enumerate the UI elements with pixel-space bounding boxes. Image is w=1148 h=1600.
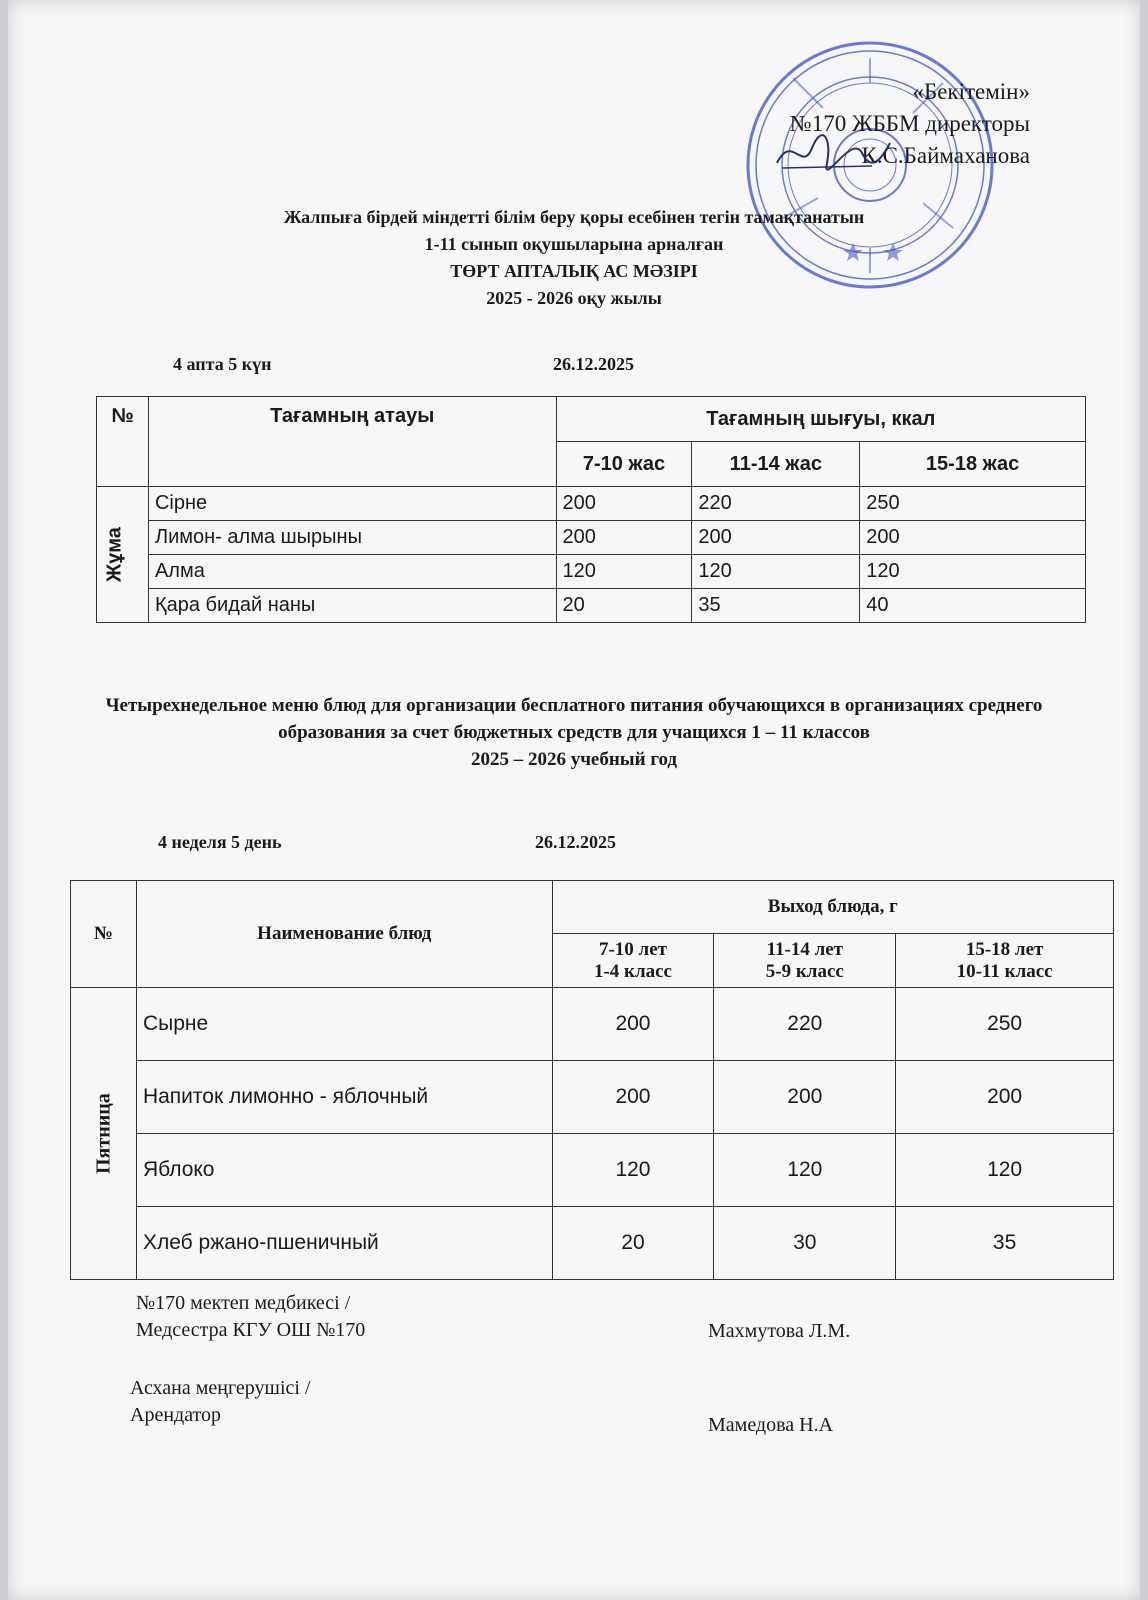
value-cell: 35 <box>896 1207 1114 1280</box>
ru-menu-table <box>70 880 1114 1280</box>
value-cell: 20 <box>556 589 692 623</box>
ru-class: 10-11 класс <box>956 960 1053 982</box>
ru-age: 7-10 лет <box>598 938 667 960</box>
ru-title <box>8 692 1140 773</box>
kz-col-name: Тағамның атауы <box>148 397 556 487</box>
table-row <box>71 1061 1114 1134</box>
value-cell: 30 <box>714 1207 896 1280</box>
dish-name: Напиток лимонно - яблочный <box>136 1061 552 1134</box>
kz-title <box>8 204 1140 312</box>
approval-position: №170 ЖББМ директоры <box>789 111 1030 136</box>
kz-date: 26.12.2025 <box>553 354 634 374</box>
kz-age-group: 11-14 жас <box>692 442 860 487</box>
nurse-role-line1: №170 мектеп медбикесі / <box>136 1292 351 1314</box>
value-cell: 120 <box>860 555 1086 589</box>
canteen-role <box>130 1375 311 1429</box>
ru-col-name: Наименование блюд <box>136 881 552 988</box>
kz-title-line2: 1-11 сынып оқушыларына арналған <box>424 234 724 254</box>
ru-week-day: 4 неделя 5 день <box>158 832 282 852</box>
value-cell: 40 <box>860 589 1086 623</box>
kz-menu-table <box>96 396 1086 623</box>
dish-name: Сірне <box>148 487 556 521</box>
value-cell: 120 <box>552 1134 714 1207</box>
kz-title-line1: Жалпыға бірдей міндетті білім беру қоры есебінен тегін тамақтанатын <box>283 207 865 227</box>
kz-age-group: 15-18 жас <box>860 442 1086 487</box>
ru-day-label: Пятница <box>71 988 137 1280</box>
dish-name: Қара бидай наны <box>148 589 556 623</box>
value-cell: 200 <box>552 988 714 1061</box>
ru-class: 1-4 класс <box>593 960 672 982</box>
value-cell: 200 <box>860 521 1086 555</box>
kz-age-group: 7-10 жас <box>556 442 692 487</box>
value-cell: 200 <box>692 521 860 555</box>
approval-title: «Бекітемін» <box>912 79 1030 104</box>
nurse-role-line2: Медсестра КГУ ОШ №170 <box>136 1319 366 1341</box>
table-row <box>97 555 1086 589</box>
kz-day-label: Жұма <box>97 487 149 623</box>
value-cell: 250 <box>896 988 1114 1061</box>
ru-title-line2: 2025 – 2026 учебный год <box>470 749 678 770</box>
dish-name: Сырне <box>136 988 552 1061</box>
nurse-name: Махмутова Л.М. <box>708 1320 851 1342</box>
ru-col-no: № <box>71 881 137 988</box>
dish-name: Лимон- алма шырыны <box>148 521 556 555</box>
value-cell: 200 <box>556 521 692 555</box>
signature-image <box>772 128 892 178</box>
value-cell: 120 <box>896 1134 1114 1207</box>
value-cell: 120 <box>714 1134 896 1207</box>
value-cell: 200 <box>714 1061 896 1134</box>
dish-name: Хлеб ржано-пшеничный <box>136 1207 552 1280</box>
value-cell: 250 <box>860 487 1086 521</box>
ru-date: 26.12.2025 <box>535 832 616 852</box>
ru-title-line1: Четырехнедельное меню блюд для организации бесплатного питания обучающихся в организациях среднего образования за счет бюджетных средств для учащихся 1 – 11 классов <box>105 695 1043 743</box>
value-cell: 200 <box>552 1061 714 1134</box>
dish-name: Яблоко <box>136 1134 552 1207</box>
approval-block <box>790 76 1030 172</box>
value-cell: 200 <box>896 1061 1114 1134</box>
kz-col-yield: Тағамның шығуы, ккал <box>556 397 1085 442</box>
value-cell: 35 <box>692 589 860 623</box>
table-row <box>97 487 1086 521</box>
ru-age-group <box>714 934 896 988</box>
table-row <box>71 988 1114 1061</box>
table-row <box>71 1134 1114 1207</box>
kz-week-day: 4 апта 5 күн <box>173 354 272 374</box>
ru-class: 5-9 класс <box>765 960 844 982</box>
ru-age-group <box>896 934 1114 988</box>
ru-age: 11-14 лет <box>766 938 844 960</box>
value-cell: 20 <box>552 1207 714 1280</box>
canteen-role-line2: Арендатор <box>130 1404 222 1426</box>
canteen-role-line1: Асхана меңгерушісі / <box>130 1377 311 1399</box>
dish-name: Алма <box>148 555 556 589</box>
kz-col-no: № <box>97 397 149 487</box>
value-cell: 200 <box>556 487 692 521</box>
approval-director-name: К.С.Баймаханова <box>861 143 1030 168</box>
value-cell: 220 <box>714 988 896 1061</box>
table-row <box>71 1207 1114 1280</box>
value-cell: 120 <box>692 555 860 589</box>
value-cell: 120 <box>556 555 692 589</box>
table-row <box>97 521 1086 555</box>
value-cell: 220 <box>692 487 860 521</box>
ru-age-group <box>552 934 714 988</box>
ru-age: 15-18 лет <box>965 938 1044 960</box>
kz-title-line3: ТӨРТ АПТАЛЫҚ АС МӘЗІРІ <box>450 261 698 281</box>
table-row <box>97 589 1086 623</box>
document-page <box>8 0 1140 1600</box>
canteen-name: Мамедова Н.А <box>708 1414 834 1436</box>
kz-title-line4: 2025 - 2026 оқу жылы <box>486 288 662 308</box>
ru-col-yield: Выход блюда, г <box>552 881 1113 934</box>
nurse-role <box>136 1290 365 1344</box>
